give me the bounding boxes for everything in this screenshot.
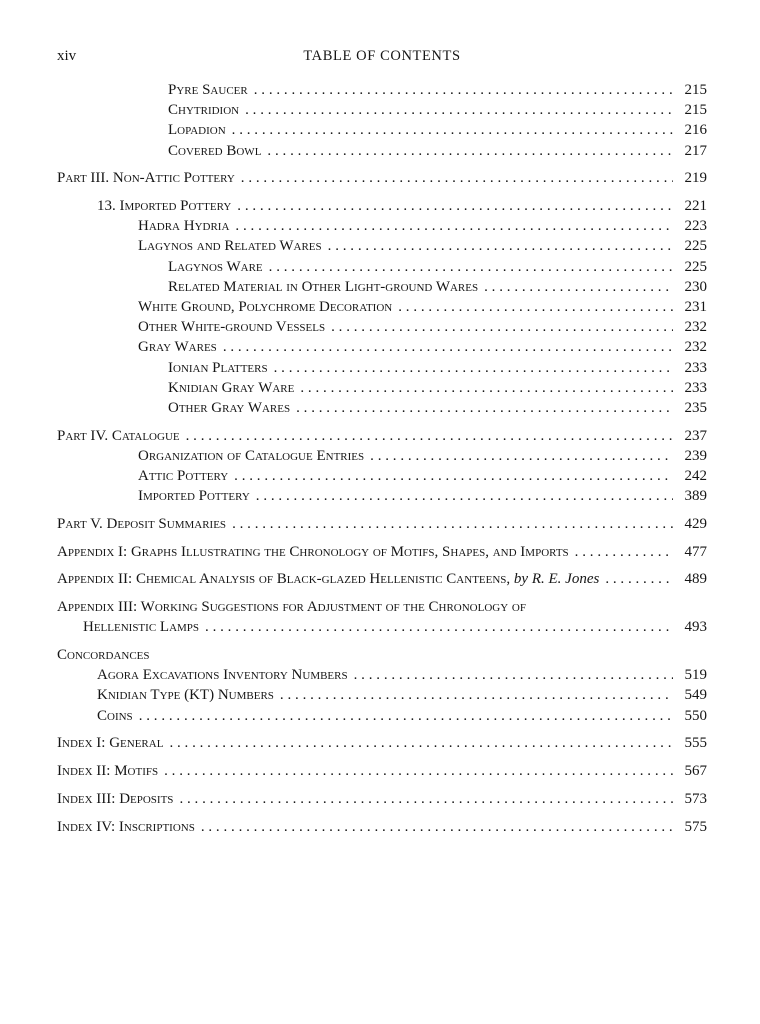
- page-number: 235: [684, 400, 707, 417]
- running-head: [57, 46, 707, 66]
- entry-label: Part IV. Catalogue: [57, 427, 180, 444]
- dot-leader: [269, 257, 673, 277]
- dot-leader: [267, 141, 673, 161]
- page-number: 217: [684, 142, 707, 159]
- dot-leader: [484, 277, 673, 297]
- toc-entry: [97, 706, 707, 726]
- toc-entry: [97, 665, 707, 685]
- entry-label: Related Material in Other Light-ground Wares: [168, 278, 479, 295]
- toc-entry: [97, 196, 707, 216]
- toc-entry: [138, 337, 707, 357]
- toc-entry: [138, 297, 707, 317]
- page-number: 575: [684, 818, 707, 835]
- toc-entry: [168, 358, 707, 378]
- entry-label: Attic Pottery: [138, 468, 229, 485]
- entry-label: Hadra Hydria: [138, 218, 230, 235]
- page-title: TABLE OF CONTENTS: [303, 48, 461, 64]
- toc-entry: [83, 617, 707, 637]
- dot-leader: [201, 817, 673, 837]
- page-number: 429: [684, 516, 707, 533]
- toc-entry: [138, 236, 707, 256]
- dot-leader: [205, 617, 673, 637]
- dot-leader: [575, 542, 673, 562]
- entry-label: Index II: Motifs: [57, 763, 159, 780]
- page-number: 225: [684, 238, 707, 255]
- toc-entry: [57, 426, 707, 446]
- entry-label: Appendix III: Working Suggestions for Adjustment of the Chronology of: [57, 599, 526, 616]
- toc-entry: [138, 466, 707, 486]
- entry-label: Lagynos and Related Wares: [138, 238, 322, 255]
- toc-entry: [57, 817, 707, 837]
- dot-leader: [398, 297, 673, 317]
- page-number: 223: [684, 218, 707, 235]
- dot-leader: [256, 486, 673, 506]
- toc-entry: [138, 486, 707, 506]
- dot-leader: [354, 665, 673, 685]
- page-number: 519: [684, 667, 707, 684]
- toc-list: [57, 80, 707, 837]
- page-number: 493: [684, 619, 707, 636]
- toc-entry: [138, 446, 707, 466]
- page-number: 231: [684, 299, 707, 316]
- page-number: 573: [684, 790, 707, 807]
- toc-entry: [57, 597, 707, 617]
- page-number: 216: [684, 122, 707, 139]
- toc-entry: [168, 257, 707, 277]
- page-number: 232: [684, 319, 707, 336]
- dot-leader: [232, 514, 673, 534]
- entry-label: Lagynos Ware: [168, 258, 263, 275]
- entry-label: Appendix I: Graphs Illustrating the Chronology of Motifs, Shapes, and Imports: [57, 543, 569, 560]
- page-number: 233: [684, 359, 707, 376]
- folio-number: xiv: [57, 48, 77, 64]
- entry-label: Gray Wares: [138, 339, 217, 356]
- toc-entry: [138, 216, 707, 236]
- entry-label: Other White-ground Vessels: [138, 319, 326, 336]
- entry-label: Part III. Non-Attic Pottery: [57, 170, 235, 187]
- dot-leader: [245, 100, 673, 120]
- toc-entry: [57, 542, 707, 562]
- dot-leader: [232, 120, 673, 140]
- page-number: 219: [684, 170, 707, 187]
- entry-label: Imported Pottery: [138, 488, 250, 505]
- entry-label: Chytridion: [168, 102, 240, 119]
- toc-entry: [57, 761, 707, 781]
- entry-label: Organization of Catalogue Entries: [138, 447, 365, 464]
- page-number: 237: [684, 427, 707, 444]
- dot-leader: [237, 196, 673, 216]
- toc-entry: [168, 141, 707, 161]
- entry-label: Concordances: [57, 647, 150, 664]
- entry-label: Index IV: Inscriptions: [57, 818, 195, 835]
- toc-entry: [57, 514, 707, 534]
- dot-leader: [370, 446, 673, 466]
- toc-entry: [57, 569, 707, 589]
- entry-label: Index III: Deposits: [57, 790, 174, 807]
- dot-leader: [300, 378, 673, 398]
- toc-entry: [168, 100, 707, 120]
- dot-leader: [223, 337, 673, 357]
- entry-label: Covered Bowl: [168, 142, 262, 159]
- entry-label: White Ground, Polychrome Decoration: [138, 299, 393, 316]
- dot-leader: [254, 80, 673, 100]
- dot-leader: [139, 706, 673, 726]
- entry-label: Knidian Gray Ware: [168, 379, 295, 396]
- dot-leader: [186, 426, 673, 446]
- dot-leader: [169, 733, 673, 753]
- page-number: 232: [684, 339, 707, 356]
- dot-leader: [234, 466, 673, 486]
- page-number: 215: [684, 82, 707, 98]
- page-number: 230: [684, 278, 707, 295]
- page-number: 225: [684, 258, 707, 275]
- entry-label: Agora Excavations Inventory Numbers: [97, 667, 348, 684]
- toc-entry: [57, 789, 707, 809]
- entry-label: Part V. Deposit Summaries: [57, 516, 227, 533]
- page-number: 555: [684, 735, 707, 752]
- entry-label: Lopadion: [168, 122, 226, 139]
- toc-entry: [168, 80, 707, 100]
- page-number: 477: [684, 543, 707, 560]
- page-number: 489: [684, 571, 707, 588]
- dot-leader: [235, 216, 673, 236]
- toc-entry: [57, 645, 707, 665]
- page-number: 549: [684, 687, 707, 704]
- page-number: 215: [684, 102, 707, 119]
- entry-label: Hellenistic Lamps: [83, 619, 200, 636]
- entry-label: Coins: [97, 707, 133, 724]
- dot-leader: [179, 789, 673, 809]
- toc-entry: [168, 398, 707, 418]
- entry-label: Index I: General: [57, 735, 164, 752]
- toc-entry: [57, 168, 707, 188]
- entry-label: Knidian Type (KT) Numbers: [97, 687, 274, 704]
- page-number: 389: [684, 488, 707, 505]
- page-number: 233: [684, 379, 707, 396]
- dot-leader: [280, 685, 673, 705]
- dot-leader: [331, 317, 673, 337]
- page-number: 221: [684, 198, 707, 215]
- toc-entry: [97, 685, 707, 705]
- dot-leader: [296, 398, 673, 418]
- dot-leader: [274, 358, 673, 378]
- dot-leader: [605, 569, 673, 589]
- dot-leader: [241, 168, 673, 188]
- toc-entry: [138, 317, 707, 337]
- dot-leader: [328, 236, 673, 256]
- page-number: 239: [684, 447, 707, 464]
- entry-label: Ionian Platters: [168, 359, 268, 376]
- page-number: 550: [684, 707, 707, 724]
- entry-label-italic: by R. E. Jones: [510, 571, 600, 588]
- entry-label: Pyre Saucer: [168, 82, 248, 98]
- page-number: 567: [684, 763, 707, 780]
- toc-entry: [57, 733, 707, 753]
- page-number: 242: [684, 468, 707, 485]
- toc-entry: [168, 277, 707, 297]
- dot-leader: [164, 761, 673, 781]
- entry-label: Other Gray Wares: [168, 400, 291, 417]
- toc-entry: [168, 120, 707, 140]
- entry-label: Appendix II: Chemical Analysis of Black-glazed Hellenistic Canteens, by R. E. Jones: [57, 571, 600, 588]
- entry-label: 13. Imported Pottery: [97, 198, 232, 215]
- toc-entry: [168, 378, 707, 398]
